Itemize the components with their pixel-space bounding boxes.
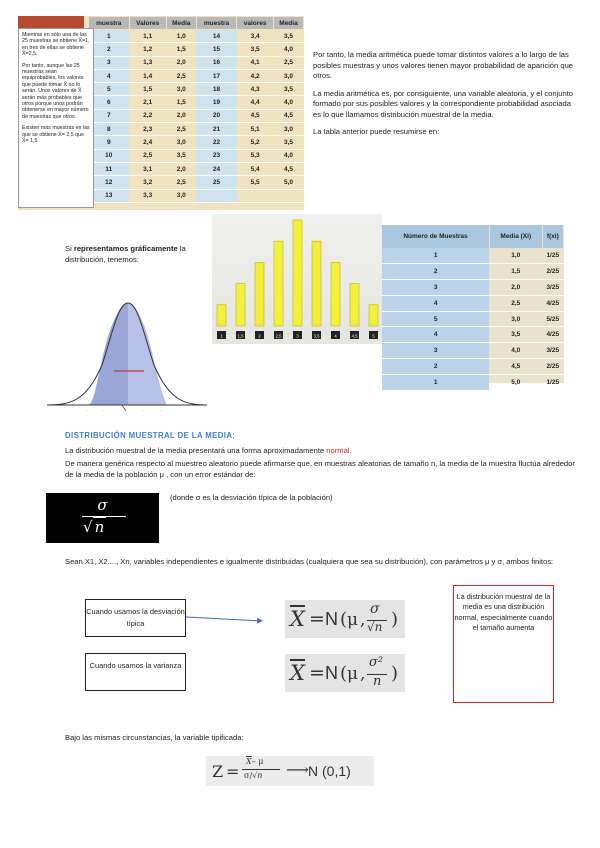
sigma-note: (donde σ es la desviación típica de la población) <box>170 493 333 502</box>
table-cell: 15 <box>196 43 237 56</box>
table-cell: 3,0 <box>274 69 304 82</box>
bar <box>255 262 264 326</box>
table-row <box>89 83 304 96</box>
table-cell <box>274 189 304 202</box>
table-cell: 4,1 <box>237 56 274 69</box>
table-cell: 2,0 <box>489 279 542 295</box>
n-1: n <box>374 620 383 634</box>
table-cell: 3/25 <box>542 279 563 295</box>
tipificada-text: Bajo las mismas circunstancias, la variable tipificada: <box>65 733 244 742</box>
right-p2: La media aritmética es, por consiguiente, una variable aleatoria, y el conjunto formado por sus posibles valores y la correspondiente probabilidad asociada es lo que llamamos distribución muestral de la media. <box>313 88 574 119</box>
table-cell: 25 <box>196 176 237 189</box>
note-p2: Por tanto, aunque las 25 muestras sean equiprobables, los valores que puede tomar X̄ no lo serán. Unos valores de X̄ serán más probables que otros porque unos podrán obtenerse en mayor número de muestras que otros. <box>22 62 89 120</box>
table-cell: 12 <box>89 176 130 189</box>
paren-open-2: ( <box>340 663 348 684</box>
table-cell: 4,2 <box>237 69 274 82</box>
table-cell: 2,5 <box>489 295 542 311</box>
table-cell: 1,5 <box>129 83 166 96</box>
table-cell: 11 <box>89 162 130 175</box>
bar-chart <box>212 214 382 344</box>
red-note-box: La distribución muestral de la media es una distribución normal, especialmente cuando el tamaño aumenta <box>453 585 554 703</box>
formula-std <box>285 600 405 638</box>
table-cell: 1,2 <box>129 43 166 56</box>
z-sigma: σ <box>244 771 250 780</box>
table-cell: 17 <box>196 69 237 82</box>
table-row <box>89 123 304 136</box>
table-cell: 2,5 <box>166 123 196 136</box>
eq-1: = <box>309 608 325 630</box>
table-cell: 4,0 <box>274 149 304 162</box>
col-header: Media <box>274 17 304 30</box>
note-p3: Existen más muestras en las que se obtiene X̄= 2,5 que X̄= 1,5 <box>22 125 90 145</box>
table-cell: 2,0 <box>166 162 196 175</box>
table-cell: 1,4 <box>129 69 166 82</box>
xbar-1: $\overline{X}$ <box>290 607 305 631</box>
table-cell: 14 <box>196 30 237 43</box>
table-cell: 2,5 <box>166 69 196 82</box>
table-cell: 3,5 <box>274 136 304 149</box>
z-label: Z <box>212 762 224 781</box>
table-cell: 3/25 <box>542 343 563 359</box>
table-cell: 2,2 <box>129 109 166 122</box>
z-formula <box>206 756 374 786</box>
z-numerator: $\overline{X}-$ μ <box>246 757 264 766</box>
table-cell: 3,3 <box>129 189 166 202</box>
sigma-1: σ <box>370 601 380 617</box>
table-cell: 3,5 <box>489 327 542 343</box>
table-cell: 20 <box>196 109 237 122</box>
graph-text-post: la distribución, tenemos: <box>65 244 186 264</box>
table-cell: 1,0 <box>166 30 196 43</box>
table-cell: 2,5 <box>274 56 304 69</box>
tick-label: 2 <box>258 333 261 339</box>
table-cell: 24 <box>196 162 237 175</box>
table-cell: 4 <box>382 295 489 311</box>
table-cell: 23 <box>196 149 237 162</box>
xbar-2: $\overline{X}$ <box>290 661 305 685</box>
table-cell: 3,5 <box>274 30 304 43</box>
table-cell: 5,2 <box>237 136 274 149</box>
n-2: n <box>373 674 382 689</box>
col-header: f(xi) <box>542 225 563 248</box>
col-header: muestra <box>89 17 130 30</box>
table-cell: 4,5 <box>489 359 542 375</box>
table-cell: 2 <box>382 359 489 375</box>
table-cell: 3,0 <box>489 311 542 327</box>
bar <box>236 284 245 326</box>
table-cell: 3 <box>89 56 130 69</box>
svg-text:-: - <box>86 407 88 412</box>
note-box <box>18 28 94 208</box>
col-header: valores <box>237 17 274 30</box>
N-2: N <box>325 663 338 683</box>
svg-text:-: - <box>142 407 144 412</box>
table-cell: 4,4 <box>237 96 274 109</box>
table-row <box>89 69 304 82</box>
table-cell: 1,0 <box>489 248 542 263</box>
table-row <box>89 149 304 162</box>
table-cell: 3,5 <box>166 149 196 162</box>
tick-label: 5 <box>372 333 375 339</box>
table-cell: 2,5 <box>129 149 166 162</box>
table-cell: 22 <box>196 136 237 149</box>
table-cell: 2 <box>89 43 130 56</box>
table-cell <box>196 189 237 202</box>
table-cell: 3 <box>382 343 489 359</box>
table-cell: 5 <box>89 83 130 96</box>
table-row <box>382 327 564 343</box>
z-arrow: ⟶ <box>286 760 309 779</box>
col-header: muestra <box>196 17 237 30</box>
table-row <box>89 136 304 149</box>
bar <box>274 241 283 326</box>
table-cell: 2,1 <box>129 96 166 109</box>
right-text <box>313 50 575 138</box>
z-eq: = <box>226 762 240 781</box>
table-cell: 5,1 <box>237 123 274 136</box>
table-cell: 2,4 <box>129 136 166 149</box>
tick-label: 4 <box>334 333 337 339</box>
intro-pre: La distribución muestral de la media presentará una forma aproximadamente <box>65 446 327 455</box>
col-header: Valores <box>129 17 166 30</box>
table-cell: 5,0 <box>489 375 542 391</box>
bar <box>331 262 340 326</box>
tick-label: 4,5 <box>351 333 358 339</box>
table-row <box>89 43 304 56</box>
bar <box>350 284 359 326</box>
table-cell: 4,5 <box>237 109 274 122</box>
standard-error-formula <box>46 493 159 543</box>
table-cell: 4 <box>382 327 489 343</box>
sean-text: Sean X1, X2...., Xn, variables independientes e igualmente distribuidas (cualquiera que sea su distribución), con parámetros μ y σ, ambos finitos: <box>65 557 554 566</box>
table-cell: 5 <box>382 311 489 327</box>
table-cell: 1,5 <box>166 43 196 56</box>
table-row <box>382 343 564 359</box>
table-cell: 4,0 <box>274 43 304 56</box>
table-cell: 1 <box>382 375 489 391</box>
table-cell: 16 <box>196 56 237 69</box>
col-header: Número de Muestras <box>382 225 489 248</box>
section-colon: : <box>232 431 235 440</box>
sqrtn-1: √n <box>367 620 383 634</box>
table-cell: 3,0 <box>274 123 304 136</box>
tick-label: 3,5 <box>313 333 320 339</box>
paren-close-2: ) <box>391 663 399 684</box>
table-cell: 2/25 <box>542 359 563 375</box>
table-cell: 4,0 <box>274 96 304 109</box>
table-cell: 1/25 <box>542 375 563 391</box>
table-cell: 3,5 <box>274 83 304 96</box>
table-row <box>89 30 304 43</box>
table-cell: 4,3 <box>237 83 274 96</box>
table-cell: 1,1 <box>129 30 166 43</box>
table-cell: 3,0 <box>166 83 196 96</box>
table-header-accent <box>18 16 84 28</box>
table-cell: 2,0 <box>166 109 196 122</box>
normal-curve-chart <box>42 295 212 413</box>
sqrt-n: √ n <box>83 518 105 536</box>
eq-2: = <box>309 662 325 684</box>
N-1: N <box>325 609 338 629</box>
arrows <box>186 605 266 665</box>
comma-2: , <box>360 664 366 684</box>
table-cell: 9 <box>89 136 130 149</box>
table-row <box>382 375 564 391</box>
table-cell: 5,4 <box>237 162 274 175</box>
table-cell: 6 <box>89 96 130 109</box>
mu-2: μ <box>347 664 359 684</box>
table-cell: 3,0 <box>166 189 196 202</box>
table-cell: 1/25 <box>542 248 563 263</box>
table-cell: 3,1 <box>129 162 166 175</box>
bar <box>293 220 302 326</box>
table-cell: 1,5 <box>489 263 542 279</box>
table-cell: 10 <box>89 149 130 162</box>
graph-text-pre: Si <box>65 244 74 253</box>
col-header: Media (Xi) <box>489 225 542 248</box>
table-row <box>89 189 304 202</box>
table-cell: 4,0 <box>489 343 542 359</box>
tick-label: 1,5 <box>237 333 244 339</box>
table-cell: 2,5 <box>166 176 196 189</box>
table-cell: 5,0 <box>274 176 304 189</box>
intro-text <box>65 446 575 457</box>
graph-text <box>65 244 205 265</box>
table-cell: 8 <box>89 123 130 136</box>
note-p1: Mientras en sólo una de las 25 muestras se obtiene X̄=1, en tres de ellas se obtiene X̄=2,5. <box>22 32 90 58</box>
table-row <box>89 96 304 109</box>
comma-1: , <box>360 610 366 630</box>
table-row <box>89 176 304 189</box>
table-row <box>382 359 564 375</box>
table-cell: 4/25 <box>542 327 563 343</box>
graph-text-bold: representamos gráficamente <box>73 244 178 253</box>
table-cell: 7 <box>89 109 130 122</box>
table-cell: 3,2 <box>129 176 166 189</box>
table-cell: 1,3 <box>129 56 166 69</box>
right-p1: Por tanto, la media aritmética puede tomar distintos valores a lo largo de las posibles muestras y unos valores tienen mayor probabilidad de aparición que otros. <box>313 50 574 80</box>
z-denominator: σ/√n <box>244 771 263 780</box>
table-cell: 3,5 <box>237 43 274 56</box>
table-cell: 4/25 <box>542 295 563 311</box>
table-cell: 2,0 <box>166 56 196 69</box>
tick-label: 3 <box>296 333 299 339</box>
paren-close-1: ) <box>391 609 399 630</box>
formula-sigma: σ <box>97 496 108 514</box>
bar <box>369 305 378 326</box>
z-result: N (0,1) <box>308 763 351 779</box>
intro-red: normal <box>326 446 350 455</box>
intro2-text: De manera genérica respecto al muestreo aleatorio puede afirmarse que, en muestras aleatorias de tamaño n, la media de la muestra fluctúa alrededor de la media de la población μ , con un error estándar de: <box>65 459 575 479</box>
table-row <box>382 311 564 327</box>
table-cell: 3,4 <box>237 30 274 43</box>
table-cell: 3,0 <box>166 136 196 149</box>
section-title-text: DISTRIBUCIÓN MUESTRAL DE LA MEDIA <box>65 431 233 440</box>
table-cell: 21 <box>196 123 237 136</box>
col-header: Media <box>166 17 196 30</box>
table-cell: 2/25 <box>542 263 563 279</box>
sigma2-2: σ² <box>369 655 384 670</box>
table-cell <box>237 189 274 202</box>
tick-label: 1 <box>220 333 223 339</box>
table-cell: 1,5 <box>166 96 196 109</box>
bar <box>312 241 321 326</box>
mu-1: μ <box>347 610 359 630</box>
tick-label: 2,5 <box>275 333 282 339</box>
right-p3: La tabla anterior puede resumirse en: <box>313 127 440 136</box>
z-n: n <box>257 771 263 780</box>
table-row <box>89 109 304 122</box>
box-std-dev: Cuando usamos la desviación típica <box>85 599 186 637</box>
table-cell: 19 <box>196 96 237 109</box>
table-row <box>382 279 564 295</box>
paren-open-1: ( <box>340 609 348 630</box>
table-cell: 4,5 <box>274 162 304 175</box>
box-variance: Cuando usamos la varianza <box>85 653 186 691</box>
table-cell: 5,3 <box>237 149 274 162</box>
table-cell: 2 <box>382 263 489 279</box>
svg-text:-: - <box>160 407 162 412</box>
table-cell: 1 <box>89 30 130 43</box>
table-row <box>89 162 304 175</box>
table-cell: 1 <box>382 248 489 263</box>
section-title <box>65 425 235 443</box>
table-row <box>382 248 564 263</box>
intro-post: . <box>349 446 352 455</box>
table-cell: 18 <box>196 83 237 96</box>
table-row <box>382 295 564 311</box>
z-mu: μ <box>258 757 264 766</box>
table-cell: 3 <box>382 279 489 295</box>
distribution-table <box>382 225 564 387</box>
table-cell: 5,5 <box>237 176 274 189</box>
svg-text:-: - <box>102 407 104 412</box>
formula-var <box>285 654 405 692</box>
table-cell: 5/25 <box>542 311 563 327</box>
table-cell: 13 <box>89 189 130 202</box>
bar <box>217 305 226 326</box>
table-row <box>89 56 304 69</box>
table-row <box>382 263 564 279</box>
formula-n: n <box>94 518 105 536</box>
table-cell: 4 <box>89 69 130 82</box>
table-cell: 2,3 <box>129 123 166 136</box>
table-cell: 4,5 <box>274 109 304 122</box>
